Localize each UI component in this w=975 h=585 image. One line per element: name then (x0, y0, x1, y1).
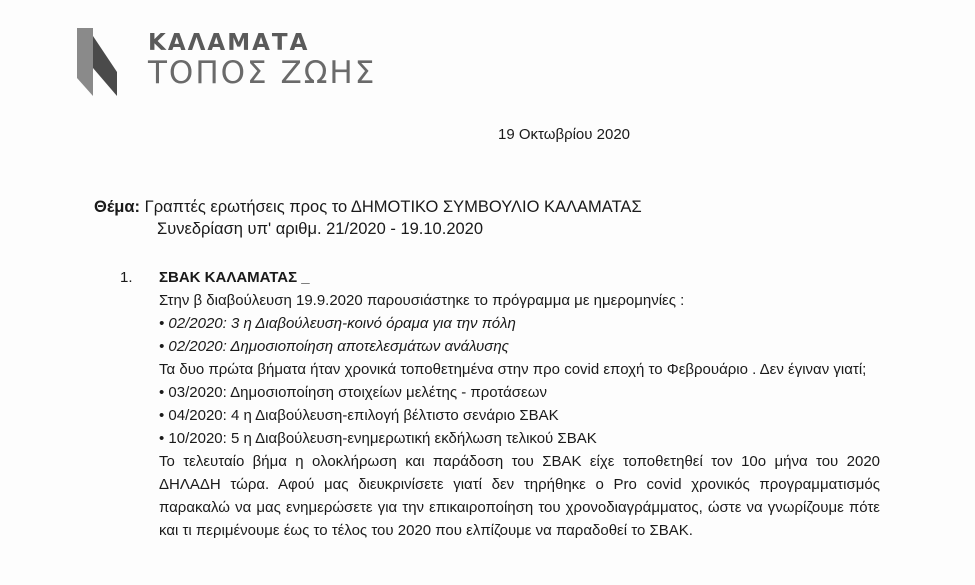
list-item: • 02/2020: Δημοσιοποίηση αποτελεσμάτων ανάλυσης (159, 338, 509, 355)
subject-text: Γραπτές ερωτήσεις προς το ΔΗΜΟΤΙΚΟ ΣΥΜΒΟΥΛΙΟ ΚΑΛΑΜΑΤΑΣ (144, 198, 642, 216)
logo-mark-left-shape (77, 28, 93, 96)
section-item-1 (120, 266, 880, 542)
logo-title: ΚΑΛΑΜΑΤΑ (148, 30, 310, 56)
list-item: • 10/2020: 5 η Διαβούλευση-ενημερωτική εκδήλωση τελικού ΣΒΑΚ (159, 430, 597, 447)
logo-mark-right-shape (93, 36, 117, 96)
list-item: • 04/2020: 4 η Διαβούλευση-επιλογή βέλτιστο σενάριο ΣΒΑΚ (159, 407, 559, 424)
logo-tagline: ΤΟΠΟΣ ΖΩΗΣ (148, 55, 377, 91)
list-item: • 02/2020: 3 η Διαβούλευση-κοινό όραμα για την πόλη (159, 315, 516, 332)
subject-line-2: Συνεδρίαση υπ' αριθμ. 21/2020 - 19.10.2020 (157, 220, 484, 238)
section-body (120, 289, 880, 542)
section-title: ΣΒΑΚ ΚΑΛΑΜΑΤΑΣ _ (159, 269, 310, 286)
paragraph-1: Τα δυο πρώτα βήματα ήταν χρονικά τοποθετημένα στην προ covid εποχή το Φεβρουάριο . Δεν έγιναν γιατί; (159, 361, 867, 378)
letter-date: 19 Οκτωβρίου 2020 (498, 126, 631, 143)
subject-block (94, 196, 642, 240)
section-heading (120, 266, 880, 289)
paragraph-2: Το τελευταίο βήμα η ολοκλήρωση και παράδοση του ΣΒΑΚ είχε τοποθετηθεί τον 10ο μήνα του 2020 ΔΗΛΑΔΗ τώρα. Αφού μας διευκρινίσετε γιατί δεν τηρήθηκε ο Pro covid χρονικός προγραμματισμός παρακαλώ να μας ενημερώσετε για την επικαιροποίηση του χρονοδιαγράμματος, ώστε να γνωρίζουμε πότε και τι περιμένουμε έως το τέλος του 2020 που ελπίζουμε να παραδοθεί το ΣΒΑΚ. (159, 453, 880, 539)
kalamata-logo-icon (77, 28, 117, 96)
logo-wordmark (148, 30, 376, 90)
list-item: • 03/2020: Δημοσιοποίηση στοιχείων μελέτης - προτάσεων (159, 384, 547, 401)
subject-line-1 (94, 196, 642, 218)
subject-label: Θέμα: (94, 198, 141, 216)
section-intro: Στην β διαβούλευση 19.9.2020 παρουσιάστηκε το πρόγραμμα με ημερομηνίες : (159, 292, 685, 309)
section-number: 1. (120, 269, 133, 286)
